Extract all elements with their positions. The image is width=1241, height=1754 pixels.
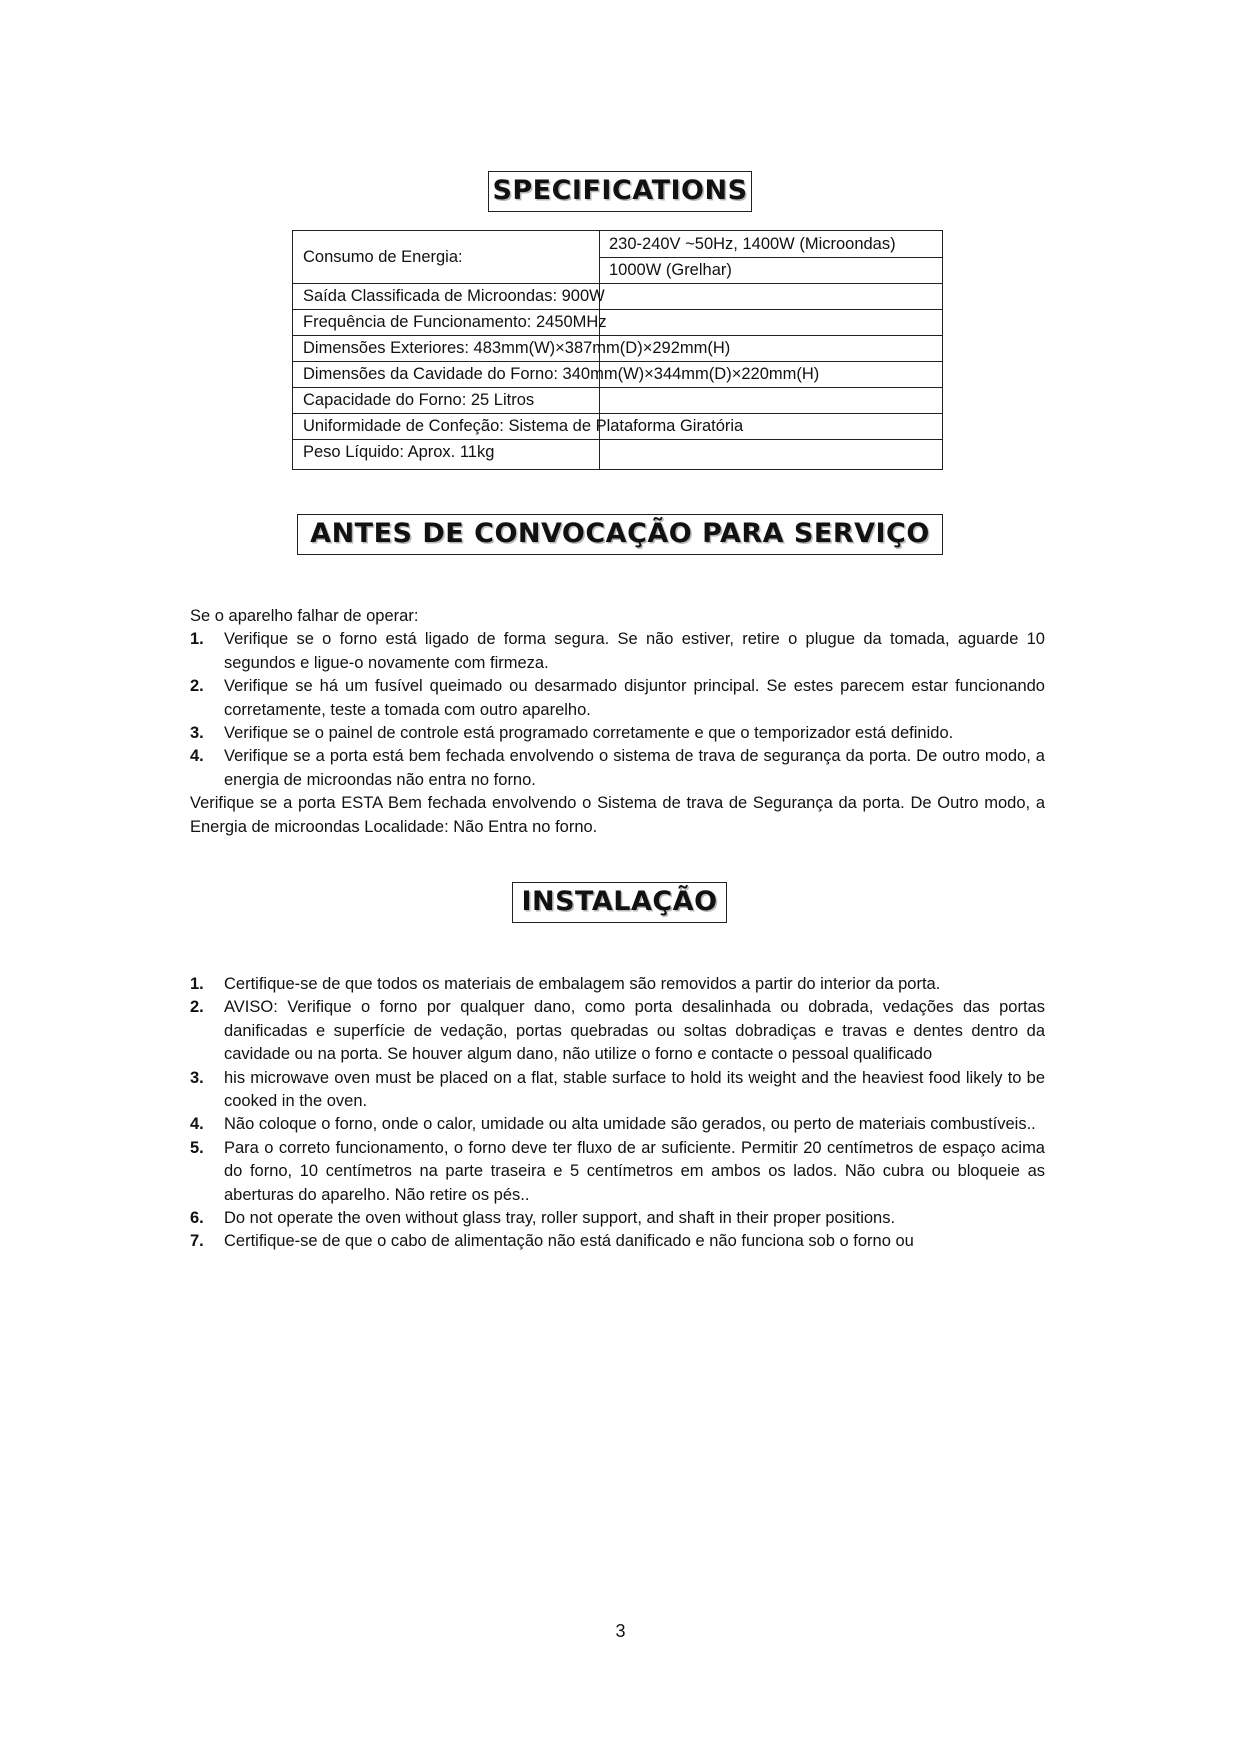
- list-text: Verifique se o forno está ligado de forma segura. Se não estiver, retire o plugue da tomada, aguarde 10 segundos e ligue-o novamente com firmeza.: [224, 630, 1045, 672]
- list-item: [190, 628, 1045, 675]
- list-item: [190, 973, 1045, 996]
- list-number: 2.: [190, 677, 204, 696]
- list-text: Para o correto funcionamento, o forno deve ter fluxo de ar suficiente. Permitir 20 centímetros de espaço acima do forno, 10 centímetros na parte traseira e 5 centímetros em ambos os lados. Não cubra ou bloqueie as aberturas do aparelho. Não retire os pés..: [224, 1138, 1045, 1204]
- list-item: [190, 675, 1045, 722]
- list-text: Verifique se o painel de controle está programado corretamente e que o temporizador está definido.: [224, 724, 954, 743]
- spec-row: Capacidade do Forno: 25 Litros: [303, 391, 535, 409]
- list-item: [190, 722, 1045, 745]
- service-outro: Verifique se a porta ESTA Bem fechada envolvendo o Sistema de trava de Segurança da porta. De Outro modo, a Energia de microondas Localidade: Não Entra no forno.: [190, 794, 1045, 836]
- list-number: 7.: [190, 1232, 204, 1251]
- list-item: [190, 1137, 1045, 1207]
- list-number: 1.: [190, 630, 204, 649]
- list-item: [190, 1067, 1045, 1114]
- list-text: AVISO: Verifique o forno por qualquer dano, como porta desalinhada ou dobrada, vedações das portas danificadas e superfície de vedação, portas quebradas ou soltas dobradiças e travas e dentes dentro da cavidade ou na porta. Se houver algum dano, não utilize o forno e contacte o pessoal qualificado: [224, 998, 1045, 1064]
- specifications-heading: SPECIFICATIONS: [488, 171, 752, 212]
- list-number: 3.: [190, 724, 204, 743]
- spec-row: Saída Classificada de Microondas: 900W: [303, 287, 605, 305]
- spec-row: Dimensões Exteriores: 483mm(W)×387mm(D)×292mm(H): [303, 339, 731, 357]
- list-number: 3.: [190, 1068, 204, 1087]
- list-number: 4.: [190, 1115, 204, 1134]
- list-text: Verifique se há um fusível queimado ou desarmado disjuntor principal. Se estes parecem estar funcionando corretamente, teste a tomada com outro aparelho.: [224, 677, 1045, 719]
- spec-row: Frequência de Funcionamento: 2450MHz: [303, 313, 607, 331]
- spec-row: Dimensões da Cavidade do Forno: 340mm(W)×344mm(D)×220mm(H): [303, 365, 820, 383]
- list-item: [190, 1230, 1045, 1253]
- energy-consumption-value: 230-240V ~50Hz, 1400W (Microondas): [609, 235, 896, 253]
- list-number: 6.: [190, 1209, 204, 1228]
- list-item: [190, 1113, 1045, 1136]
- spec-row: Uniformidade de Confeção: Sistema de Plataforma Giratória: [303, 417, 744, 435]
- list-item: [190, 1207, 1045, 1230]
- list-text: Verifique se a porta está bem fechada envolvendo o sistema de trava de segurança da porta. De outro modo, a energia de microondas não entra no forno.: [224, 747, 1045, 789]
- list-text: Não coloque o forno, onde o calor, umidade ou alta umidade são gerados, ou perto de materiais combustíveis..: [224, 1115, 1036, 1134]
- list-number: 1.: [190, 975, 204, 993]
- list-number: 4.: [190, 747, 204, 766]
- grill-power-value: 1000W (Grelhar): [609, 261, 732, 279]
- list-text: Do not operate the oven without glass tray, roller support, and shaft in their proper positions.: [224, 1209, 896, 1228]
- energy-consumption-label: Consumo de Energia:: [303, 248, 463, 266]
- list-text: Certifique-se de que o cabo de alimentação não está danificado e não funciona sob o forno ou: [224, 1232, 914, 1251]
- specifications-table: [292, 230, 943, 470]
- installation-heading: INSTALAÇÃO: [512, 882, 727, 923]
- list-number: 5.: [190, 1138, 204, 1157]
- installation-list: [190, 973, 1045, 1254]
- list-item: [190, 745, 1045, 792]
- service-heading: ANTES DE CONVOCAÇÃO PARA SERVIÇO: [297, 514, 943, 555]
- spec-row: Peso Líquido: Aprox. 11kg: [303, 443, 495, 461]
- list-text: Certifique-se de que todos os materiais de embalagem são removidos a partir do interior da porta.: [224, 975, 941, 993]
- service-intro: Se o aparelho falhar de operar:: [190, 607, 419, 625]
- list-item: [190, 996, 1045, 1066]
- list-text: his microwave oven must be placed on a flat, stable surface to hold its weight and the heaviest food likely to be cooked in the oven.: [224, 1068, 1045, 1111]
- list-number: 2.: [190, 998, 204, 1017]
- service-checklist: [190, 605, 1045, 839]
- page-number: 3: [615, 1621, 626, 1641]
